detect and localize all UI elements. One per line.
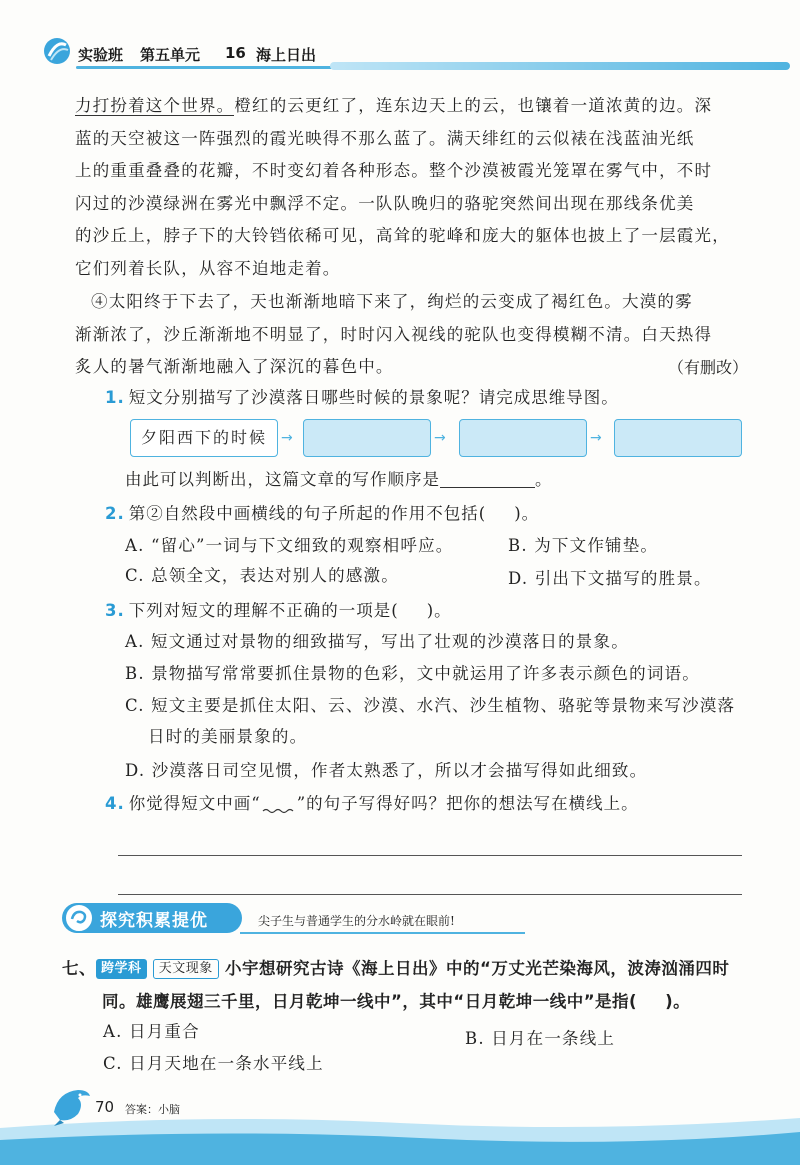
edit-note: （有删改）	[667, 358, 748, 377]
question-2: 2. 第②自然段中画横线的句子所起的作用不包括( )。	[105, 504, 540, 523]
header-bar	[330, 62, 790, 70]
mindmap-box-1: 夕阳西下的时候	[130, 419, 278, 457]
footer-wave	[0, 1108, 800, 1165]
q3-option-d[interactable]: D. 沙漠落日司空见惯，作者太熟悉了，所以才会描写得如此细致。	[125, 761, 648, 780]
header-lesson-title: 海上日出	[256, 46, 317, 64]
question-7: 七、 跨学科 天文现象 小宇想研究古诗《海上日出》中的“万丈光芒染海风，波涛汹涌四时 同。雄鹰展翅三千里，日月乾坤一线中”，其中“日月乾坤一线中”是指( )。	[62, 959, 730, 1011]
q2-option-d[interactable]: D. 引出下文描写的胜景。	[508, 569, 712, 588]
q1-followup: 由此可以判断出，这篇文章的写作顺序是 。	[125, 470, 553, 489]
section-rule	[240, 932, 525, 934]
underlined-sentence: 力打扮着这个世界。	[75, 96, 235, 115]
q3-option-c[interactable]: C. 短文主要是抓住太阳、云、沙漠、水汽、沙生植物、骆驼等景物来写沙漠落	[125, 696, 736, 715]
arrow-icon: →	[590, 430, 602, 446]
passage-para-3: 力打扮着这个世界。橙红的云更红了，连东边天上的云，也镶着一道浓黄的边。深 蓝的天空被这一阵强烈的霞光映得不那么蓝了。满天绯红的云似裱在浅蓝油光纸 上的重重叠叠的花瓣，不时变幻着各种形态。整个沙漠被霞光笼罩在雾气中，不时 闪过的沙漠绿洲在雾光中飘浮不定。一队队晚归的骆驼突然间出现在那线条优美 的沙丘上，脖子下的大铃铛依稀可见，高耸的驼峰和庞大的躯体也披上了一层霞光， 它们列着长队，从容不迫地走着。	[75, 96, 730, 278]
question-4: 4. 你觉得短文中画“ ”的句子写得好吗？把你的想法写在横线上。	[105, 794, 639, 813]
q3-option-c-cont: 日时的美丽景象的。	[148, 727, 308, 746]
arrow-icon: →	[281, 430, 293, 446]
answer-blank[interactable]	[440, 469, 535, 488]
q7-option-c[interactable]: C. 日月天地在一条水平线上	[103, 1054, 324, 1073]
section-swirl-icon	[64, 903, 94, 933]
header-unit: 第五单元	[140, 46, 201, 64]
tag-astronomy: 天文现象	[153, 959, 219, 979]
answer-hint: 答案：小脑	[125, 1103, 180, 1116]
page-number: 70	[95, 1098, 115, 1116]
section-title: 探究积累提优	[100, 911, 208, 931]
answer-line-2[interactable]	[118, 894, 742, 895]
q7-option-a[interactable]: A. 日月重合	[103, 1022, 200, 1041]
dolphin-icon	[48, 1082, 94, 1128]
answer-line-1[interactable]	[118, 855, 742, 856]
mindmap-box-3[interactable]	[459, 419, 587, 457]
q2-option-b[interactable]: B. 为下文作铺垫。	[508, 536, 659, 555]
mindmap-box-2[interactable]	[303, 419, 431, 457]
question-1: 1. 短文分别描写了沙漠落日哪些时候的景象呢？请完成思维导图。	[105, 388, 619, 407]
header-lesson-no: 16	[225, 44, 246, 62]
passage-para-4: ④太阳终于下去了，天也渐渐地暗下来了，绚烂的云变成了褐红色。大漠的雾 渐渐浓了，沙丘渐渐地不明显了，时时闪入视线的驼队也变得模糊不清。白天热得 炙人的暑气渐渐地融入了深沉的暮色中。	[75, 292, 713, 376]
arrow-icon: →	[434, 430, 446, 446]
wavy-underline-icon	[261, 799, 297, 815]
q7-option-b[interactable]: B. 日月在一条线上	[465, 1029, 616, 1048]
q3-option-b[interactable]: B. 景物描写常常要抓住景物的色彩，文中就运用了许多表示颜色的词语。	[125, 664, 700, 683]
q2-option-a[interactable]: A. “留心”一词与下文细致的观察相呼应。	[125, 536, 454, 555]
question-3: 3. 下列对短文的理解不正确的一项是( )。	[105, 601, 452, 620]
mindmap-box-4[interactable]	[614, 419, 742, 457]
tag-cross-subject: 跨学科	[96, 959, 147, 979]
series-logo-icon	[42, 36, 72, 66]
q2-option-c[interactable]: C. 总领全文，表达对别人的感激。	[125, 566, 399, 585]
header-series: 实验班	[78, 46, 124, 64]
section-subtitle: 尖子生与普通学生的分水岭就在眼前!	[258, 914, 455, 928]
q3-option-a[interactable]: A. 短文通过对景物的细致描写，写出了壮观的沙漠落日的景象。	[125, 632, 629, 651]
